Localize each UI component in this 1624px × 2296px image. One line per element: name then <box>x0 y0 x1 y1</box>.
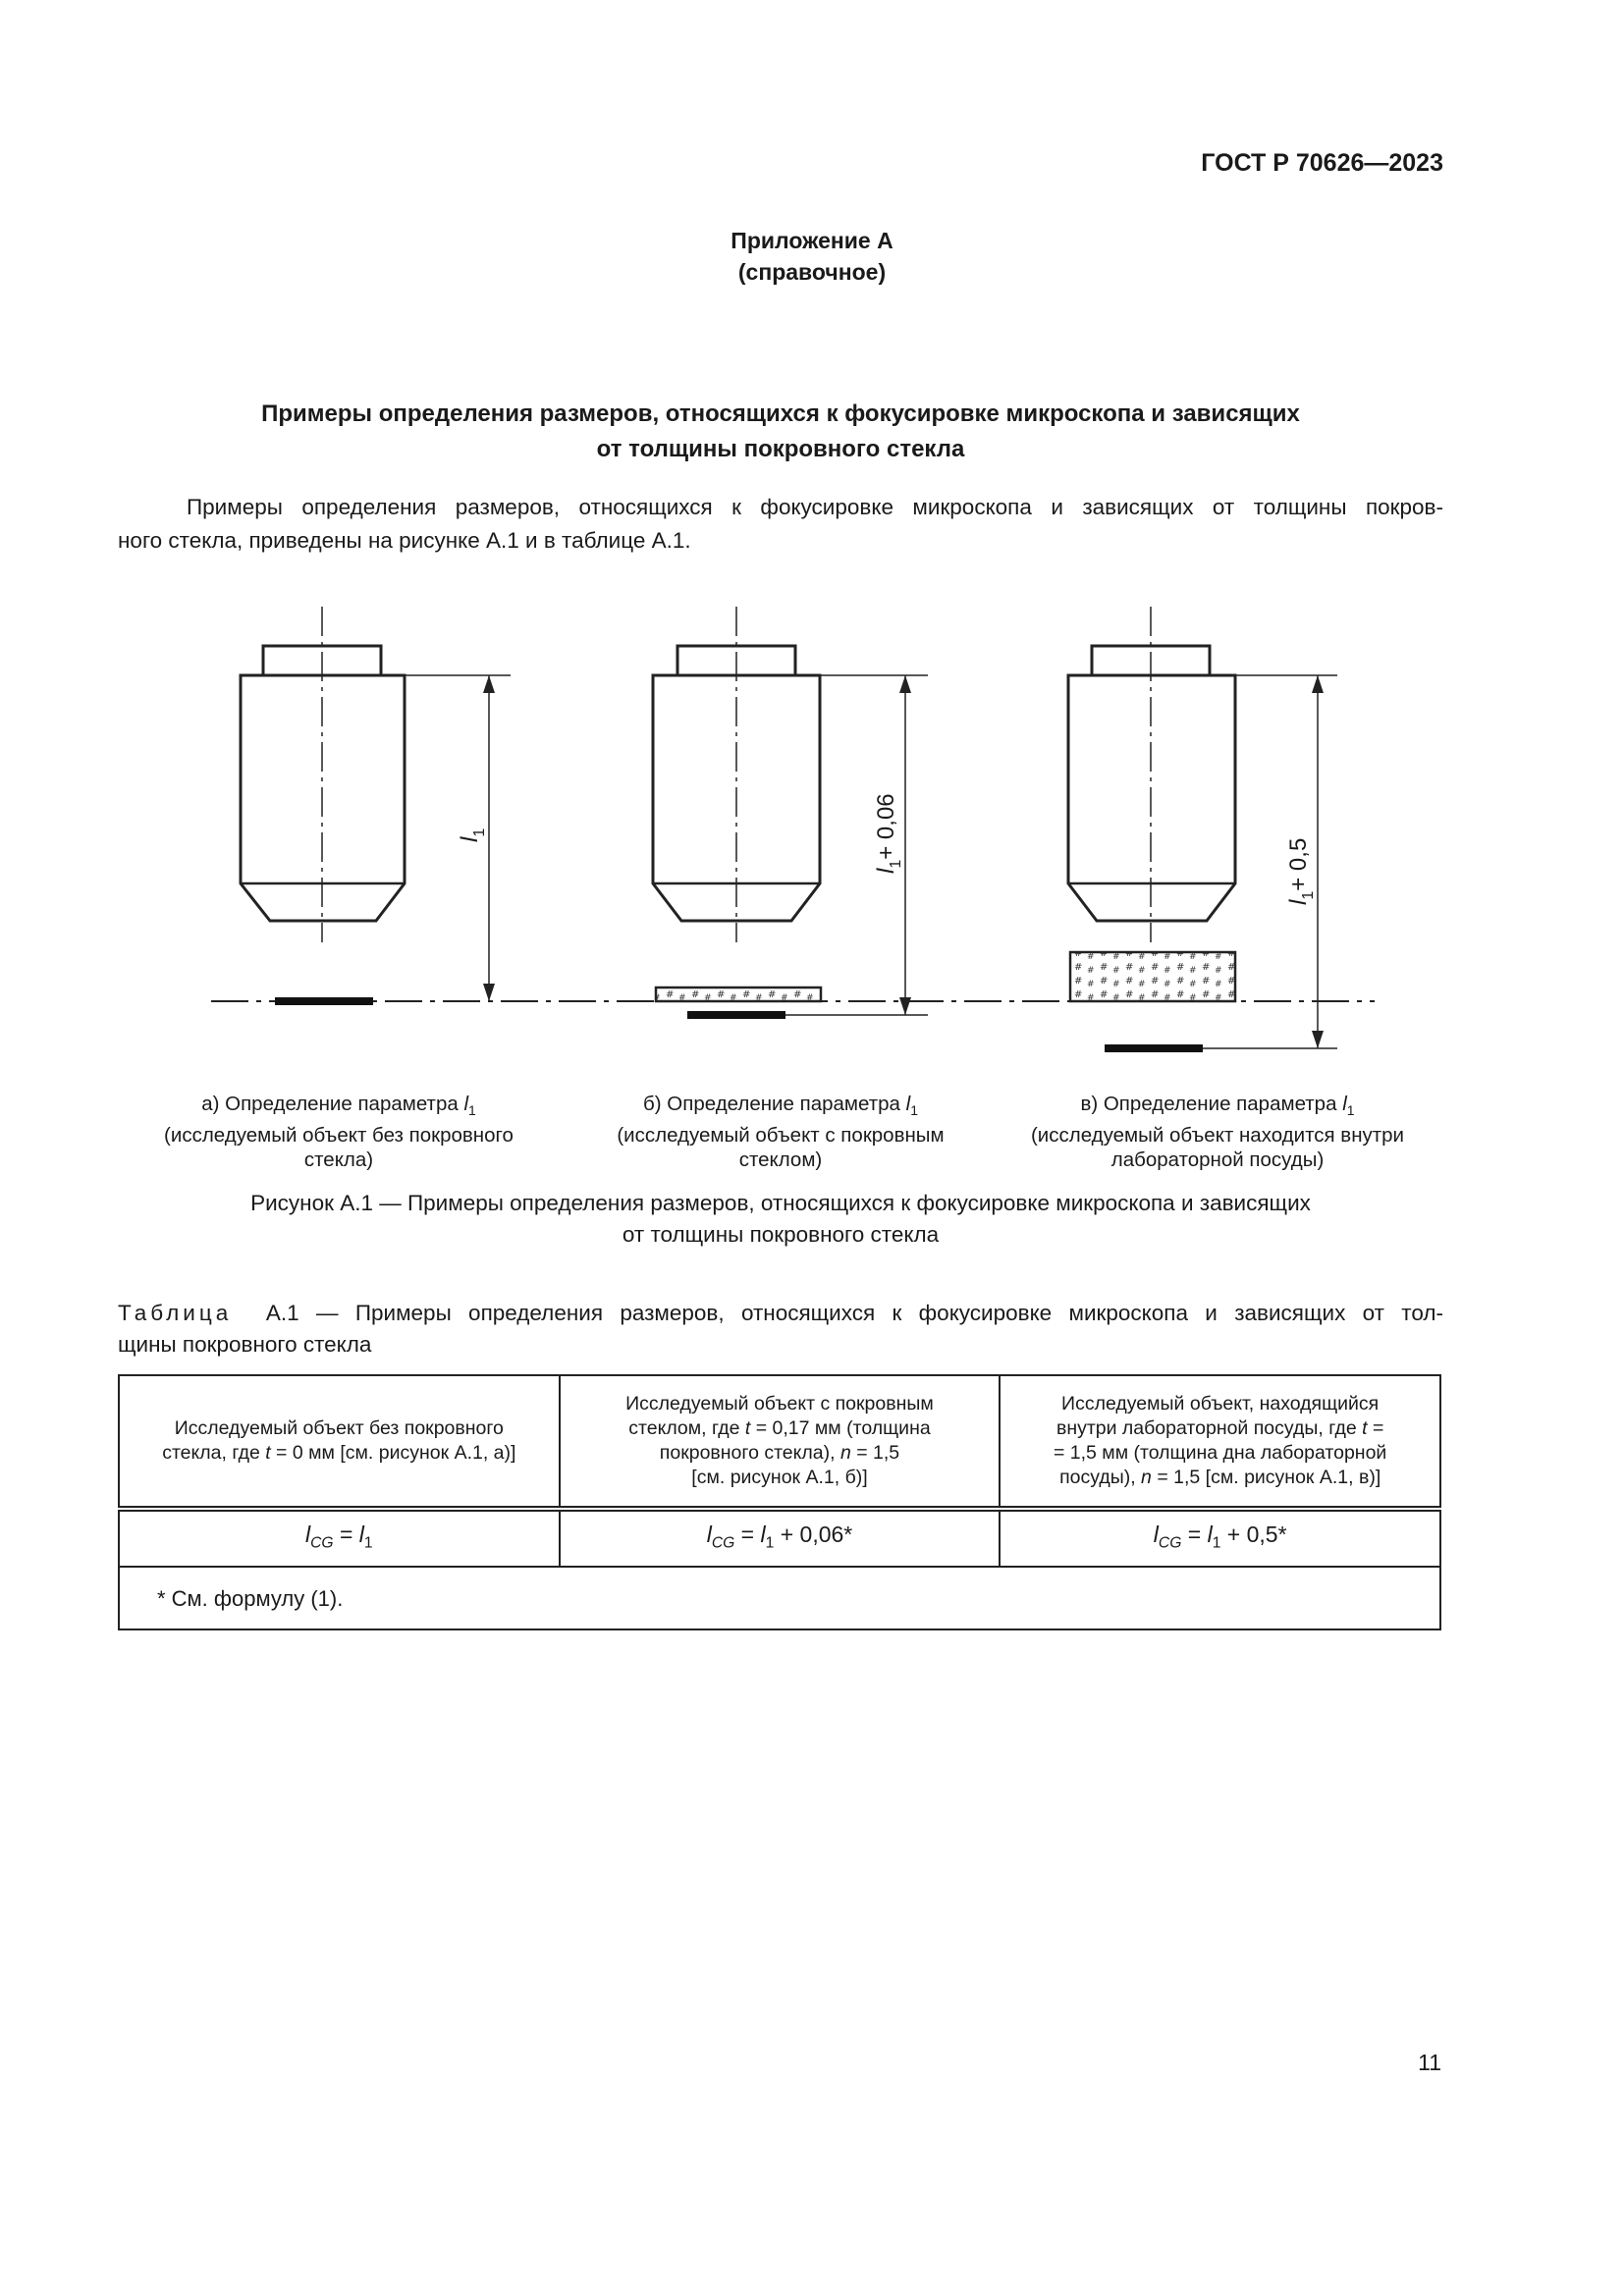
dimension-b-label: $l_1+ 0,06$ <box>873 793 904 874</box>
section-title-line1: Примеры определения размеров, относящихся к фокусировке микроскопа и зависящих <box>261 400 1300 427</box>
section-title <box>137 397 1424 467</box>
subfigure-caption-a: а) Определение параметра $l_1$ (исследуемый объект без покровного стекла) <box>164 1093 514 1171</box>
intro-line2: ного стекла, приведены на рисунке А.1 и в таблице А.1. <box>118 528 691 553</box>
table-a1 <box>118 1374 1441 1630</box>
table-title-line2: щины покровного стекла <box>118 1332 372 1357</box>
annex-title: Приложение А <box>731 228 893 253</box>
arrow-b-bottom <box>899 997 911 1015</box>
figure-caption <box>118 1188 1443 1251</box>
cover-glass-b <box>656 988 821 1001</box>
arrow-c-top <box>1312 675 1324 693</box>
table-footnote-row <box>119 1567 1440 1629</box>
table-label: Таблица <box>118 1301 233 1325</box>
labware-bottom-c <box>1070 952 1235 1001</box>
table-header-cell-3: Исследуемый объект, находящийся внутри лабораторной посуды, где t = = 1,5 мм (толщина дна лабораторной посуды), n = 1,5 [см. рисунок А.1, в)] <box>1000 1375 1440 1509</box>
annex-type: (справочное) <box>737 259 887 285</box>
objective-b <box>653 607 928 1015</box>
table-formula-row <box>119 1509 1440 1567</box>
dimension-a-label: $l_1$ <box>457 828 488 842</box>
objective-c <box>1068 607 1337 1048</box>
table-formula-cell-1: $l_{CG} = l_1$ <box>119 1509 560 1567</box>
arrow-c-bottom <box>1312 1031 1324 1048</box>
figure-caption-line1: Рисунок А.1 — Примеры определения размеров, относящихся к фокусировке микроскопа и зависящих <box>250 1191 1311 1215</box>
figure-a1 <box>0 589 1624 1080</box>
section-title-line2: от толщины покровного стекла <box>596 436 965 462</box>
table-formula-cell-2: $l_{CG} = l_1 + 0,06*$ <box>560 1509 1001 1567</box>
table-title-line1: А.1 — Примеры определения размеров, относящихся к фокусировке микроскопа и зависящих от тол- <box>265 1301 1443 1325</box>
objective-a <box>241 607 511 1001</box>
arrow-b-top <box>899 675 911 693</box>
table-header-cell-2: Исследуемый объект с покровным стеклом, где t = 0,17 мм (толщина покровного стекла), n = 1,5 [см. рисунок А.1, б)] <box>560 1375 1001 1509</box>
table-header-row <box>119 1375 1440 1509</box>
dimension-c-label: $l_1+ 0,5$ <box>1285 837 1317 905</box>
subfigure-caption-c: в) Определение параметра $l_1$ (исследуемый объект находится внутри лабораторной посуды) <box>1030 1093 1405 1171</box>
page-number: 11 <box>1418 2050 1441 2075</box>
table-header-cell-1: Исследуемый объект без покровного стекла, где t = 0 мм [см. рисунок А.1, а)] <box>119 1375 560 1509</box>
arrow-a-bottom <box>483 984 495 1001</box>
intro-line1: Примеры определения размеров, относящихся к фокусировке микроскопа и зависящих от толщины покров- <box>187 495 1443 519</box>
subfigure-caption-b: б) Определение параметра $l_1$ (исследуемый объект с покровным стеклом) <box>617 1093 945 1171</box>
standard-code: ГОСТ Р 70626—2023 <box>1201 149 1443 177</box>
figure-caption-line2: от толщины покровного стекла <box>622 1222 940 1247</box>
arrow-a-top <box>483 675 495 693</box>
table-footnote: * См. формулу (1). <box>119 1567 1440 1629</box>
table-caption <box>118 1298 1443 1361</box>
intro-paragraph <box>118 491 1443 558</box>
table-formula-cell-3: $l_{CG} = l_1 + 0,5*$ <box>1000 1509 1440 1567</box>
